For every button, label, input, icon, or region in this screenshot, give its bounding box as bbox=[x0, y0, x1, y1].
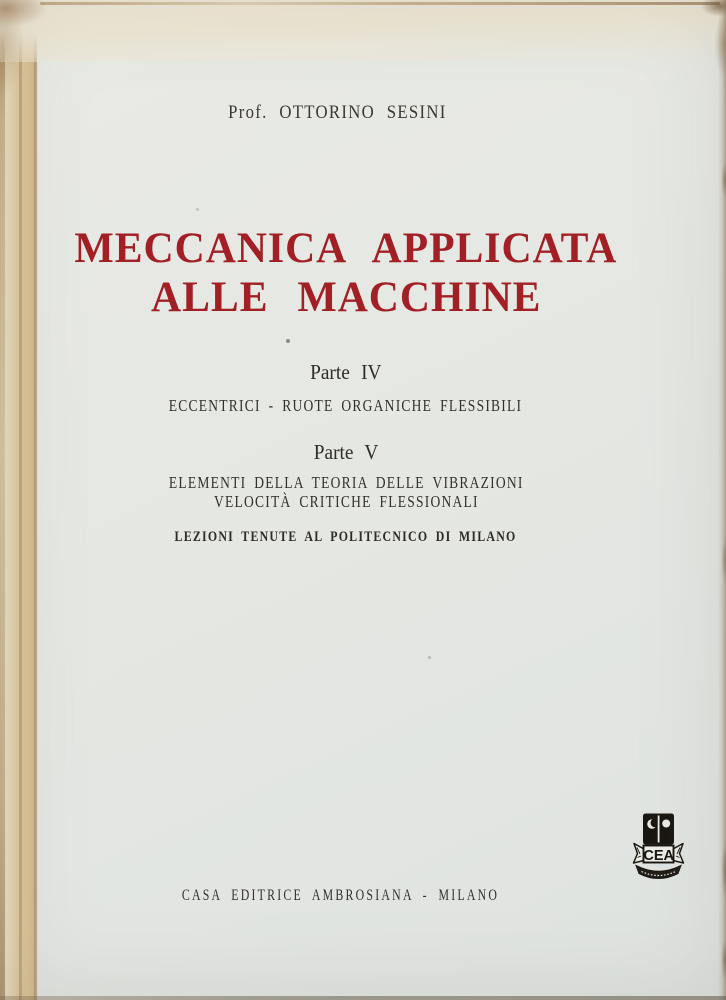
part-5-subtitle-line-2: VELOCITÀ CRITICHE FLESSIONALI bbox=[213, 492, 479, 511]
publisher-name: CASA EDITRICE AMBROSIANA - MILANO bbox=[181, 887, 499, 904]
book-title-line-2: ALLE MACCHINE bbox=[150, 274, 542, 321]
publisher-logo bbox=[297, 812, 726, 886]
part-4-subtitle: ECCENTRICI - RUOTE ORGANICHE FLESSIBILI bbox=[169, 396, 523, 415]
part-4-label: Parte IV bbox=[310, 360, 382, 384]
cea-publisher-emblem-icon bbox=[629, 812, 691, 886]
part-5-label: Parte V bbox=[313, 440, 379, 464]
author-name: Prof. OTTORINO SESINI bbox=[227, 102, 447, 123]
publisher-imprint-line bbox=[0, 888, 709, 904]
author-line bbox=[0, 103, 709, 122]
part-5-subtitle-line-1: ELEMENTI DELLA TEORIA DELLE VIBRAZIONI bbox=[168, 473, 524, 492]
book-title-line-1: MECCANICA APPLICATA bbox=[74, 225, 618, 272]
lecture-note-line: LEZIONI TENUTE AL POLITECNICO DI MILANO bbox=[175, 529, 517, 545]
cea-monogram-text: CEA bbox=[643, 848, 675, 864]
